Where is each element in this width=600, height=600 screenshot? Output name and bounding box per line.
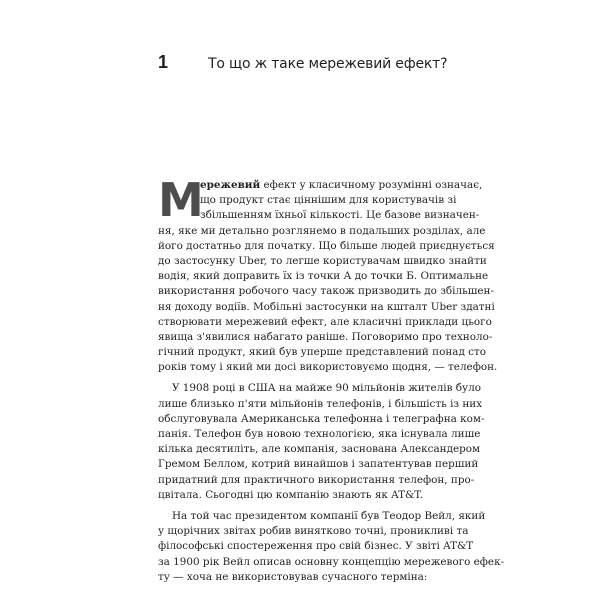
- text-line: що продукт стає ціннішим для користувачів зі: [200, 194, 457, 207]
- text-line: ережевий ефект у класичному розумінні означає,: [200, 179, 483, 191]
- text-line: На той час президентом компанії був Теодор Вейл, який: [172, 509, 486, 522]
- text-line: у щорічних звітах робив винятково точні, проникливі та: [158, 525, 469, 538]
- text-line: за 1900 рік Вейл описав основну концепцію мережевого ефек-: [158, 555, 505, 568]
- text-line: явища з'явилися набагато раніше. Поговоримо про техноло-: [158, 330, 493, 343]
- text-line: років тому і який ми досі використовуємо щодня, — телефон.: [158, 361, 498, 374]
- text-line: використання робочого часу також призводить до збільшен-: [158, 285, 494, 298]
- text-line: Гремом Беллом, котрий винайшов і запатентував перший: [158, 458, 479, 471]
- text-line: створювати мережевий ефект, але класичні приклади цього: [158, 315, 492, 328]
- text-line: збільшенням їхньої кількості. Це базове визначен-: [200, 209, 480, 222]
- text-line: ня, яке ми детально розглянемо в подальших розділах, але: [158, 224, 486, 237]
- text-line: ня доходу водіїв. Мобільні застосунки на кшталт Uber здатні: [158, 300, 495, 313]
- text-line: придатний для практичного використання телефон, про-: [158, 473, 475, 486]
- text-line: цвітала. Сьогодні цю компанію знають як AT&T.: [158, 488, 424, 501]
- text-line: гічний продукт, який був уперше представлений понад сто: [158, 346, 486, 359]
- text-line: ту — хоча не використовував сучасного терміна:: [158, 570, 428, 583]
- text-line: У 1908 році в США на майже 90 мільйонів жителів було: [172, 382, 481, 395]
- chapter-body: [158, 173, 505, 585]
- chapter-number: 1: [158, 52, 169, 72]
- text-line: лише близько п'яти мільйонів телефонів, і більшість із них: [158, 397, 483, 410]
- chapter-title: То що ж таке мережевий ефект?: [208, 56, 448, 72]
- paragraph-3: [158, 509, 505, 585]
- text-line: водія, який доправить їх із точки А до точки Б. Оптимальне: [158, 270, 489, 283]
- text-line: обслуговувала Американська телефонна і телеграфна ком-: [158, 412, 485, 425]
- lead-bold-word: ережевий: [200, 179, 261, 191]
- text-line: кілька десятиліть, але компанія, заснована Александером: [158, 443, 481, 456]
- text-line: філософські спостереження про свій бізнес. У звіті AT&T: [158, 540, 474, 553]
- chapter-header: [158, 52, 447, 78]
- paragraph-2: [158, 381, 485, 503]
- text-line: до застосунку Uber, то легше користувачам швидко знайти: [158, 254, 487, 267]
- text-line: панія. Телефон був новою технологією, яка існувала лише: [158, 428, 481, 440]
- drop-cap: М: [158, 173, 204, 227]
- text-line: його достатньо для початку. Що більше людей приєднується: [158, 239, 495, 252]
